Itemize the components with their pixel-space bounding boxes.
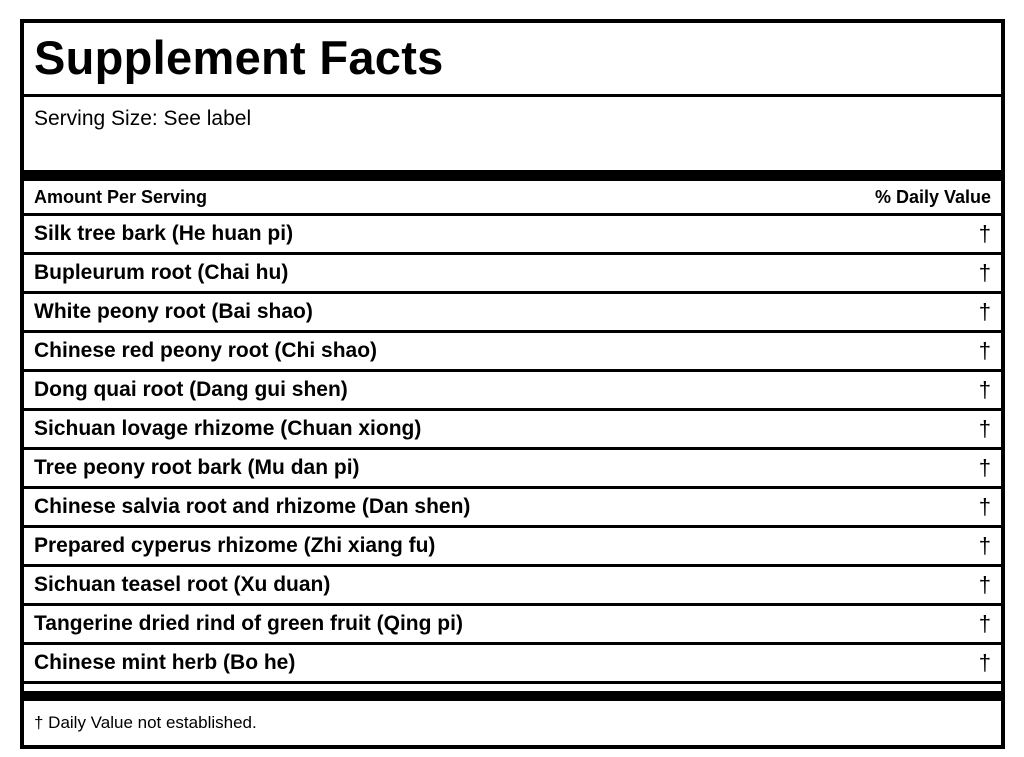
ingredient-row	[24, 372, 1001, 411]
daily-value-header: % Daily Value	[874, 186, 991, 207]
thick-divider-bottom	[24, 691, 1001, 701]
daily-value-dagger: †	[978, 533, 991, 558]
ingredient-name: Chinese mint herb (Bo he)	[34, 651, 296, 674]
ingredient-name: Silk tree bark (He huan pi)	[34, 222, 294, 245]
ingredient-name: Sichuan lovage rhizome (Chuan xiong)	[34, 417, 422, 440]
ingredient-row	[24, 606, 1001, 645]
spacer	[24, 684, 1001, 691]
daily-value-dagger: †	[978, 299, 991, 324]
serving-size: Serving Size: See label	[34, 107, 252, 130]
ingredient-row	[24, 528, 1001, 567]
ingredient-row	[24, 489, 1001, 528]
ingredient-row	[24, 411, 1001, 450]
ingredient-name: Chinese red peony root (Chi shao)	[34, 339, 378, 362]
daily-value-dagger: †	[978, 572, 991, 597]
daily-value-dagger: †	[978, 611, 991, 636]
ingredient-list	[24, 216, 1001, 684]
ingredient-row	[24, 255, 1001, 294]
ingredient-row	[24, 294, 1001, 333]
amount-per-serving-header: Amount Per Serving	[34, 186, 208, 207]
ingredient-name: Bupleurum root (Chai hu)	[34, 261, 289, 284]
ingredient-row	[24, 567, 1001, 606]
ingredient-row	[24, 216, 1001, 255]
ingredient-name: Tangerine dried rind of green fruit (Qing pi)	[34, 612, 463, 635]
label-title: Supplement Facts	[34, 31, 444, 84]
ingredient-row	[24, 645, 1001, 684]
daily-value-dagger: †	[978, 377, 991, 402]
ingredient-name: Dong quai root (Dang gui shen)	[34, 378, 348, 401]
ingredient-row	[24, 450, 1001, 489]
daily-value-dagger: †	[978, 338, 991, 363]
column-header-row	[24, 181, 1001, 216]
daily-value-dagger: †	[978, 455, 991, 480]
title-box	[24, 23, 1001, 97]
daily-value-dagger: †	[978, 416, 991, 441]
daily-value-dagger: †	[978, 494, 991, 519]
ingredient-name: White peony root (Bai shao)	[34, 300, 313, 323]
ingredient-name: Prepared cyperus rhizome (Zhi xiang fu)	[34, 534, 436, 557]
footnote: † Daily Value not established.	[34, 713, 257, 732]
thick-divider	[24, 170, 1001, 181]
daily-value-dagger: †	[978, 650, 991, 675]
ingredient-row	[24, 333, 1001, 372]
daily-value-dagger: †	[978, 221, 991, 246]
ingredient-name: Sichuan teasel root (Xu duan)	[34, 573, 331, 596]
ingredient-name: Chinese salvia root and rhizome (Dan shen)	[34, 495, 471, 518]
ingredient-name: Tree peony root bark (Mu dan pi)	[34, 456, 360, 479]
daily-value-dagger: †	[978, 260, 991, 285]
supplement-facts-label	[20, 19, 1005, 749]
